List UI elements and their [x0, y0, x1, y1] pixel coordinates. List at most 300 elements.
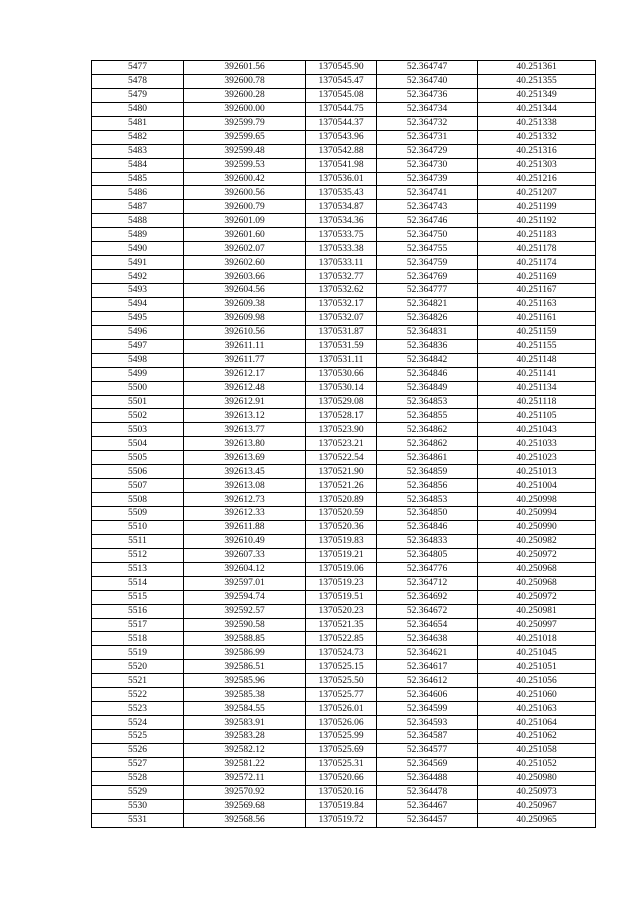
point-number-cell: 5530: [92, 799, 184, 813]
x-coordinate-cell: 392600.79: [184, 200, 306, 214]
point-number-cell: 5526: [92, 743, 184, 757]
y-coordinate-cell: 1370531.59: [306, 339, 377, 353]
x-coordinate-cell: 392600.28: [184, 88, 306, 102]
point-number-cell: 5479: [92, 88, 184, 102]
y-coordinate-cell: 1370530.66: [306, 367, 377, 381]
table-row: [92, 562, 596, 576]
x-coordinate-cell: 392581.22: [184, 757, 306, 771]
longitude-cell: 40.251105: [478, 409, 596, 423]
y-coordinate-cell: 1370529.08: [306, 395, 377, 409]
longitude-cell: 40.251161: [478, 311, 596, 325]
x-coordinate-cell: 392600.56: [184, 186, 306, 200]
x-coordinate-cell: 392585.96: [184, 674, 306, 688]
latitude-cell: 52.364654: [377, 618, 478, 632]
point-number-cell: 5492: [92, 270, 184, 284]
x-coordinate-cell: 392609.38: [184, 297, 306, 311]
table-row: [92, 576, 596, 590]
y-coordinate-cell: 1370542.88: [306, 144, 377, 158]
latitude-cell: 52.364599: [377, 702, 478, 716]
latitude-cell: 52.364729: [377, 144, 478, 158]
longitude-cell: 40.250968: [478, 562, 596, 576]
table-row: [92, 102, 596, 116]
latitude-cell: 52.364833: [377, 534, 478, 548]
latitude-cell: 52.364777: [377, 284, 478, 298]
longitude-cell: 40.251033: [478, 437, 596, 451]
point-number-cell: 5525: [92, 730, 184, 744]
table-row: [92, 465, 596, 479]
table-row: [92, 284, 596, 298]
longitude-cell: 40.250994: [478, 507, 596, 521]
x-coordinate-cell: 392588.85: [184, 632, 306, 646]
point-number-cell: 5490: [92, 242, 184, 256]
y-coordinate-cell: 1370532.77: [306, 270, 377, 284]
latitude-cell: 52.364747: [377, 61, 478, 75]
longitude-cell: 40.251148: [478, 353, 596, 367]
longitude-cell: 40.251361: [478, 61, 596, 75]
table-row: [92, 590, 596, 604]
longitude-cell: 40.251163: [478, 297, 596, 311]
x-coordinate-cell: 392611.77: [184, 353, 306, 367]
y-coordinate-cell: 1370534.87: [306, 200, 377, 214]
longitude-cell: 40.251178: [478, 242, 596, 256]
table-row: [92, 451, 596, 465]
x-coordinate-cell: 392590.58: [184, 618, 306, 632]
table-row: [92, 660, 596, 674]
longitude-cell: 40.250982: [478, 534, 596, 548]
point-number-cell: 5528: [92, 771, 184, 785]
y-coordinate-cell: 1370525.50: [306, 674, 377, 688]
table-row: [92, 618, 596, 632]
point-number-cell: 5481: [92, 116, 184, 130]
point-number-cell: 5527: [92, 757, 184, 771]
x-coordinate-cell: 392612.17: [184, 367, 306, 381]
longitude-cell: 40.251051: [478, 660, 596, 674]
table-row: [92, 158, 596, 172]
latitude-cell: 52.364457: [377, 813, 478, 827]
y-coordinate-cell: 1370533.38: [306, 242, 377, 256]
latitude-cell: 52.364478: [377, 785, 478, 799]
y-coordinate-cell: 1370526.06: [306, 716, 377, 730]
table-row: [92, 534, 596, 548]
longitude-cell: 40.250997: [478, 618, 596, 632]
point-number-cell: 5508: [92, 493, 184, 507]
x-coordinate-cell: 392612.33: [184, 507, 306, 521]
y-coordinate-cell: 1370532.07: [306, 311, 377, 325]
point-number-cell: 5504: [92, 437, 184, 451]
point-number-cell: 5523: [92, 702, 184, 716]
longitude-cell: 40.251043: [478, 423, 596, 437]
longitude-cell: 40.250967: [478, 799, 596, 813]
latitude-cell: 52.364826: [377, 311, 478, 325]
latitude-cell: 52.364606: [377, 688, 478, 702]
latitude-cell: 52.364862: [377, 423, 478, 437]
x-coordinate-cell: 392602.07: [184, 242, 306, 256]
point-number-cell: 5499: [92, 367, 184, 381]
x-coordinate-cell: 392599.48: [184, 144, 306, 158]
x-coordinate-cell: 392603.66: [184, 270, 306, 284]
longitude-cell: 40.251159: [478, 325, 596, 339]
x-coordinate-cell: 392601.56: [184, 61, 306, 75]
y-coordinate-cell: 1370525.99: [306, 730, 377, 744]
latitude-cell: 52.364849: [377, 381, 478, 395]
latitude-cell: 52.364862: [377, 437, 478, 451]
y-coordinate-cell: 1370545.08: [306, 88, 377, 102]
latitude-cell: 52.364692: [377, 590, 478, 604]
x-coordinate-cell: 392586.99: [184, 646, 306, 660]
longitude-cell: 40.251023: [478, 451, 596, 465]
x-coordinate-cell: 392599.79: [184, 116, 306, 130]
point-number-cell: 5505: [92, 451, 184, 465]
point-number-cell: 5477: [92, 61, 184, 75]
point-number-cell: 5507: [92, 479, 184, 493]
x-coordinate-cell: 392602.60: [184, 256, 306, 270]
x-coordinate-cell: 392610.49: [184, 534, 306, 548]
table-row: [92, 200, 596, 214]
table-row: [92, 493, 596, 507]
latitude-cell: 52.364621: [377, 646, 478, 660]
y-coordinate-cell: 1370530.14: [306, 381, 377, 395]
table-row: [92, 311, 596, 325]
x-coordinate-cell: 392600.78: [184, 74, 306, 88]
point-number-cell: 5501: [92, 395, 184, 409]
table-row: [92, 186, 596, 200]
point-number-cell: 5503: [92, 423, 184, 437]
latitude-cell: 52.364612: [377, 674, 478, 688]
latitude-cell: 52.364759: [377, 256, 478, 270]
point-number-cell: 5529: [92, 785, 184, 799]
y-coordinate-cell: 1370522.85: [306, 632, 377, 646]
latitude-cell: 52.364750: [377, 228, 478, 242]
y-coordinate-cell: 1370543.96: [306, 130, 377, 144]
x-coordinate-cell: 392609.98: [184, 311, 306, 325]
x-coordinate-cell: 392607.33: [184, 548, 306, 562]
table-row: [92, 242, 596, 256]
point-number-cell: 5487: [92, 200, 184, 214]
longitude-cell: 40.250980: [478, 771, 596, 785]
y-coordinate-cell: 1370519.21: [306, 548, 377, 562]
y-coordinate-cell: 1370545.90: [306, 61, 377, 75]
y-coordinate-cell: 1370519.51: [306, 590, 377, 604]
latitude-cell: 52.364746: [377, 214, 478, 228]
longitude-cell: 40.250981: [478, 604, 596, 618]
point-number-cell: 5480: [92, 102, 184, 116]
longitude-cell: 40.251192: [478, 214, 596, 228]
longitude-cell: 40.251062: [478, 730, 596, 744]
y-coordinate-cell: 1370520.59: [306, 507, 377, 521]
longitude-cell: 40.251207: [478, 186, 596, 200]
x-coordinate-cell: 392600.00: [184, 102, 306, 116]
longitude-cell: 40.251056: [478, 674, 596, 688]
longitude-cell: 40.251141: [478, 367, 596, 381]
x-coordinate-cell: 392601.60: [184, 228, 306, 242]
latitude-cell: 52.364712: [377, 576, 478, 590]
longitude-cell: 40.251349: [478, 88, 596, 102]
x-coordinate-cell: 392600.42: [184, 172, 306, 186]
point-number-cell: 5515: [92, 590, 184, 604]
x-coordinate-cell: 392611.88: [184, 520, 306, 534]
latitude-cell: 52.364769: [377, 270, 478, 284]
longitude-cell: 40.250972: [478, 590, 596, 604]
point-number-cell: 5486: [92, 186, 184, 200]
longitude-cell: 40.251174: [478, 256, 596, 270]
latitude-cell: 52.364739: [377, 172, 478, 186]
point-number-cell: 5506: [92, 465, 184, 479]
longitude-cell: 40.251058: [478, 743, 596, 757]
table-row: [92, 395, 596, 409]
longitude-cell: 40.250998: [478, 493, 596, 507]
y-coordinate-cell: 1370541.98: [306, 158, 377, 172]
longitude-cell: 40.251167: [478, 284, 596, 298]
point-number-cell: 5496: [92, 325, 184, 339]
y-coordinate-cell: 1370521.35: [306, 618, 377, 632]
y-coordinate-cell: 1370519.72: [306, 813, 377, 827]
x-coordinate-cell: 392612.73: [184, 493, 306, 507]
y-coordinate-cell: 1370528.17: [306, 409, 377, 423]
latitude-cell: 52.364776: [377, 562, 478, 576]
latitude-cell: 52.364846: [377, 520, 478, 534]
latitude-cell: 52.364842: [377, 353, 478, 367]
x-coordinate-cell: 392610.56: [184, 325, 306, 339]
point-number-cell: 5478: [92, 74, 184, 88]
point-number-cell: 5524: [92, 716, 184, 730]
table-row: [92, 771, 596, 785]
table-row: [92, 256, 596, 270]
y-coordinate-cell: 1370525.69: [306, 743, 377, 757]
table-row: [92, 785, 596, 799]
latitude-cell: 52.364861: [377, 451, 478, 465]
table-row: [92, 757, 596, 771]
y-coordinate-cell: 1370534.36: [306, 214, 377, 228]
table-row: [92, 130, 596, 144]
latitude-cell: 52.364593: [377, 716, 478, 730]
y-coordinate-cell: 1370532.62: [306, 284, 377, 298]
y-coordinate-cell: 1370519.23: [306, 576, 377, 590]
table-row: [92, 479, 596, 493]
latitude-cell: 52.364856: [377, 479, 478, 493]
longitude-cell: 40.250972: [478, 548, 596, 562]
y-coordinate-cell: 1370519.06: [306, 562, 377, 576]
latitude-cell: 52.364488: [377, 771, 478, 785]
y-coordinate-cell: 1370536.01: [306, 172, 377, 186]
table-row: [92, 297, 596, 311]
x-coordinate-cell: 392604.56: [184, 284, 306, 298]
x-coordinate-cell: 392613.69: [184, 451, 306, 465]
x-coordinate-cell: 392599.65: [184, 130, 306, 144]
latitude-cell: 52.364846: [377, 367, 478, 381]
latitude-cell: 52.364736: [377, 88, 478, 102]
point-number-cell: 5483: [92, 144, 184, 158]
latitude-cell: 52.364821: [377, 297, 478, 311]
latitude-cell: 52.364831: [377, 325, 478, 339]
x-coordinate-cell: 392612.91: [184, 395, 306, 409]
x-coordinate-cell: 392611.11: [184, 339, 306, 353]
point-number-cell: 5484: [92, 158, 184, 172]
point-number-cell: 5510: [92, 520, 184, 534]
latitude-cell: 52.364730: [377, 158, 478, 172]
point-number-cell: 5531: [92, 813, 184, 827]
point-number-cell: 5502: [92, 409, 184, 423]
x-coordinate-cell: 392586.51: [184, 660, 306, 674]
latitude-cell: 52.364467: [377, 799, 478, 813]
x-coordinate-cell: 392570.92: [184, 785, 306, 799]
longitude-cell: 40.251344: [478, 102, 596, 116]
x-coordinate-cell: 392572.11: [184, 771, 306, 785]
y-coordinate-cell: 1370522.54: [306, 451, 377, 465]
longitude-cell: 40.251004: [478, 479, 596, 493]
point-number-cell: 5500: [92, 381, 184, 395]
longitude-cell: 40.251045: [478, 646, 596, 660]
y-coordinate-cell: 1370525.15: [306, 660, 377, 674]
table-row: [92, 716, 596, 730]
longitude-cell: 40.251216: [478, 172, 596, 186]
latitude-cell: 52.364755: [377, 242, 478, 256]
y-coordinate-cell: 1370519.83: [306, 534, 377, 548]
latitude-cell: 52.364732: [377, 116, 478, 130]
y-coordinate-cell: 1370524.73: [306, 646, 377, 660]
longitude-cell: 40.251134: [478, 381, 596, 395]
y-coordinate-cell: 1370544.75: [306, 102, 377, 116]
table-row: [92, 339, 596, 353]
x-coordinate-cell: 392613.12: [184, 409, 306, 423]
longitude-cell: 40.250968: [478, 576, 596, 590]
latitude-cell: 52.364741: [377, 186, 478, 200]
x-coordinate-cell: 392612.48: [184, 381, 306, 395]
point-number-cell: 5498: [92, 353, 184, 367]
x-coordinate-cell: 392604.12: [184, 562, 306, 576]
point-number-cell: 5512: [92, 548, 184, 562]
table-row: [92, 214, 596, 228]
longitude-cell: 40.251303: [478, 158, 596, 172]
x-coordinate-cell: 392583.91: [184, 716, 306, 730]
table-row: [92, 353, 596, 367]
x-coordinate-cell: 392599.53: [184, 158, 306, 172]
table-row: [92, 88, 596, 102]
longitude-cell: 40.251155: [478, 339, 596, 353]
x-coordinate-cell: 392594.74: [184, 590, 306, 604]
y-coordinate-cell: 1370521.90: [306, 465, 377, 479]
y-coordinate-cell: 1370535.43: [306, 186, 377, 200]
latitude-cell: 52.364734: [377, 102, 478, 116]
table-row: [92, 674, 596, 688]
table-row: [92, 548, 596, 562]
longitude-cell: 40.251060: [478, 688, 596, 702]
coordinates-table: [91, 60, 596, 828]
point-number-cell: 5517: [92, 618, 184, 632]
y-coordinate-cell: 1370525.77: [306, 688, 377, 702]
y-coordinate-cell: 1370520.89: [306, 493, 377, 507]
point-number-cell: 5494: [92, 297, 184, 311]
point-number-cell: 5522: [92, 688, 184, 702]
latitude-cell: 52.364731: [377, 130, 478, 144]
x-coordinate-cell: 392601.09: [184, 214, 306, 228]
table-row: [92, 604, 596, 618]
point-number-cell: 5485: [92, 172, 184, 186]
longitude-cell: 40.250973: [478, 785, 596, 799]
x-coordinate-cell: 392584.55: [184, 702, 306, 716]
table-row: [92, 325, 596, 339]
longitude-cell: 40.251118: [478, 395, 596, 409]
point-number-cell: 5513: [92, 562, 184, 576]
latitude-cell: 52.364743: [377, 200, 478, 214]
table-row: [92, 367, 596, 381]
longitude-cell: 40.251169: [478, 270, 596, 284]
y-coordinate-cell: 1370545.47: [306, 74, 377, 88]
table-row: [92, 813, 596, 827]
y-coordinate-cell: 1370525.31: [306, 757, 377, 771]
table-row: [92, 702, 596, 716]
latitude-cell: 52.364853: [377, 493, 478, 507]
latitude-cell: 52.364850: [377, 507, 478, 521]
latitude-cell: 52.364836: [377, 339, 478, 353]
y-coordinate-cell: 1370520.66: [306, 771, 377, 785]
point-number-cell: 5514: [92, 576, 184, 590]
y-coordinate-cell: 1370520.23: [306, 604, 377, 618]
longitude-cell: 40.251199: [478, 200, 596, 214]
y-coordinate-cell: 1370533.75: [306, 228, 377, 242]
longitude-cell: 40.251064: [478, 716, 596, 730]
point-number-cell: 5491: [92, 256, 184, 270]
y-coordinate-cell: 1370544.37: [306, 116, 377, 130]
longitude-cell: 40.251316: [478, 144, 596, 158]
longitude-cell: 40.251183: [478, 228, 596, 242]
coordinates-table-body: [92, 61, 596, 828]
point-number-cell: 5493: [92, 284, 184, 298]
y-coordinate-cell: 1370533.11: [306, 256, 377, 270]
latitude-cell: 52.364740: [377, 74, 478, 88]
table-row: [92, 632, 596, 646]
table-row: [92, 116, 596, 130]
point-number-cell: 5488: [92, 214, 184, 228]
y-coordinate-cell: 1370520.36: [306, 520, 377, 534]
table-row: [92, 172, 596, 186]
x-coordinate-cell: 392613.77: [184, 423, 306, 437]
y-coordinate-cell: 1370523.21: [306, 437, 377, 451]
y-coordinate-cell: 1370520.16: [306, 785, 377, 799]
latitude-cell: 52.364577: [377, 743, 478, 757]
longitude-cell: 40.251013: [478, 465, 596, 479]
y-coordinate-cell: 1370531.87: [306, 325, 377, 339]
x-coordinate-cell: 392582.12: [184, 743, 306, 757]
x-coordinate-cell: 392592.57: [184, 604, 306, 618]
table-row: [92, 688, 596, 702]
longitude-cell: 40.251052: [478, 757, 596, 771]
latitude-cell: 52.364855: [377, 409, 478, 423]
x-coordinate-cell: 392613.80: [184, 437, 306, 451]
y-coordinate-cell: 1370532.17: [306, 297, 377, 311]
x-coordinate-cell: 392569.68: [184, 799, 306, 813]
table-row: [92, 409, 596, 423]
longitude-cell: 40.251355: [478, 74, 596, 88]
table-row: [92, 437, 596, 451]
table-row: [92, 743, 596, 757]
table-row: [92, 228, 596, 242]
point-number-cell: 5516: [92, 604, 184, 618]
table-row: [92, 270, 596, 284]
point-number-cell: 5521: [92, 674, 184, 688]
latitude-cell: 52.364805: [377, 548, 478, 562]
x-coordinate-cell: 392585.38: [184, 688, 306, 702]
longitude-cell: 40.251018: [478, 632, 596, 646]
x-coordinate-cell: 392568.56: [184, 813, 306, 827]
latitude-cell: 52.364617: [377, 660, 478, 674]
table-row: [92, 74, 596, 88]
latitude-cell: 52.364638: [377, 632, 478, 646]
point-number-cell: 5497: [92, 339, 184, 353]
latitude-cell: 52.364569: [377, 757, 478, 771]
x-coordinate-cell: 392613.45: [184, 465, 306, 479]
longitude-cell: 40.250990: [478, 520, 596, 534]
x-coordinate-cell: 392613.08: [184, 479, 306, 493]
